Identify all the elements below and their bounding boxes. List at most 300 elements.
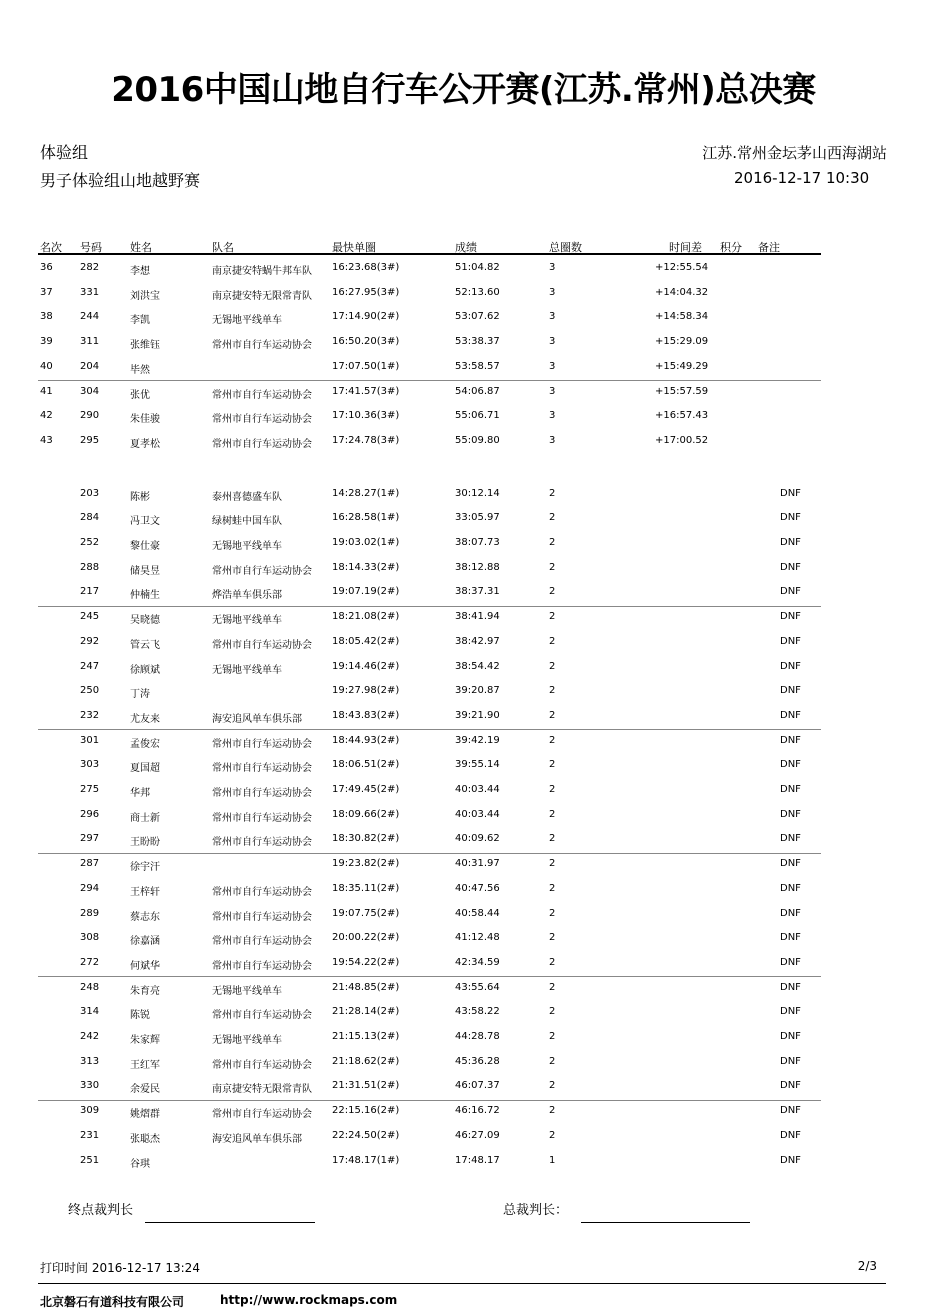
- row-remark: DNF: [780, 685, 801, 697]
- row-laps: 3: [549, 336, 556, 348]
- row-laps: 2: [549, 685, 556, 697]
- row-remark: DNF: [780, 808, 801, 820]
- row-result: 40:47.56: [455, 882, 500, 894]
- row-name: 蔡志东: [130, 911, 160, 923]
- row-name: 管云飞: [130, 639, 160, 651]
- row-best-lap: 16:23.68(3#): [332, 262, 400, 273]
- table-row: [0, 730, 927, 754]
- row-best-lap: 18:44.93(2#): [332, 734, 400, 746]
- row-result: 51:04.82: [455, 262, 500, 273]
- row-laps: 2: [549, 956, 556, 968]
- row-name: 尤友来: [130, 713, 160, 725]
- row-name: 储昊昱: [130, 565, 160, 577]
- row-best-lap: 18:14.33(2#): [332, 561, 400, 573]
- row-best-lap: 18:30.82(2#): [332, 833, 400, 845]
- row-team: 常州市自行车运动协会: [212, 763, 312, 775]
- row-number: 294: [80, 882, 100, 894]
- row-remark: DNF: [780, 759, 801, 771]
- row-team: 常州市自行车运动协会: [212, 639, 312, 651]
- row-laps: 2: [549, 1031, 556, 1042]
- row-result: 55:09.80: [455, 434, 500, 446]
- row-team: 绿树蛙中国车队: [212, 516, 282, 528]
- row-remark: DNF: [780, 512, 801, 524]
- row-result: 38:12.88: [455, 561, 500, 573]
- row-team: 海安追风单车俱乐部: [212, 713, 302, 725]
- row-name: 徐宇汗: [130, 862, 160, 874]
- row-team: 常州市自行车运动协会: [212, 960, 312, 972]
- row-number: 275: [80, 784, 100, 795]
- row-number: 296: [80, 808, 100, 820]
- row-team: 泰州喜德盛车队: [212, 491, 282, 503]
- row-best-lap: 17:48.17(1#): [332, 1154, 400, 1166]
- row-laps: 2: [549, 611, 556, 623]
- row-result: 39:20.87: [455, 685, 500, 697]
- row-name: 华邦: [130, 788, 150, 799]
- row-remark: DNF: [780, 1055, 801, 1067]
- row-gap: +15:49.29: [655, 360, 709, 372]
- row-laps: 2: [549, 487, 556, 499]
- row-team: 无锡地平线单车: [212, 615, 282, 627]
- row-team: 常州市自行车运动协会: [212, 565, 312, 577]
- table-row: [0, 853, 927, 877]
- row-name: 陈锐: [130, 1010, 150, 1022]
- page-number: 2/3: [857, 1259, 877, 1273]
- event-datetime: 2016-12-17 10:30: [734, 169, 870, 187]
- row-team: 南京捷安特蜗牛邦车队: [212, 266, 312, 277]
- row-result: 40:58.44: [455, 907, 500, 919]
- row-result: 40:09.62: [455, 833, 500, 845]
- row-team: 无锡地平线单车: [212, 664, 282, 676]
- table-row: [0, 405, 927, 429]
- row-rank: 38: [40, 311, 53, 323]
- table-row: [0, 1100, 927, 1124]
- row-laps: 2: [549, 808, 556, 820]
- row-rank: 36: [40, 262, 53, 273]
- row-gap: +16:57.43: [655, 410, 709, 422]
- table-row: [0, 656, 927, 680]
- row-gap: +14:04.32: [655, 286, 709, 298]
- table-row: [0, 754, 927, 778]
- chief-judge-label: 总裁判长：: [503, 1203, 569, 1218]
- row-best-lap: 17:41.57(3#): [332, 385, 400, 397]
- row-remark: DNF: [780, 561, 801, 573]
- row-name: 朱佳骏: [130, 414, 160, 426]
- row-team: 常州市自行车运动协会: [212, 886, 312, 898]
- row-result: 38:37.31: [455, 586, 500, 598]
- row-laps: 3: [549, 410, 556, 422]
- page-title: 2016中国山地自行车公开赛(江苏.常州)总决赛: [111, 70, 816, 110]
- row-remark: DNF: [780, 660, 801, 672]
- row-number: 248: [80, 981, 100, 993]
- table-row: [0, 705, 927, 729]
- row-result: 43:55.64: [455, 981, 500, 993]
- row-number: 288: [80, 561, 100, 573]
- row-laps: 2: [549, 833, 556, 845]
- row-laps: 2: [549, 586, 556, 598]
- row-number: 204: [80, 360, 100, 372]
- row-name: 仲楠生: [130, 590, 160, 602]
- row-name: 张优: [130, 389, 150, 401]
- row-laps: 2: [549, 784, 556, 795]
- row-team: 常州市自行车运动协会: [212, 837, 312, 849]
- venue: 江苏.常州金坛茅山西海湖站: [702, 144, 887, 162]
- row-team: 无锡地平线单车: [212, 1035, 282, 1046]
- row-laps: 2: [549, 1006, 556, 1018]
- row-laps: 2: [549, 561, 556, 573]
- row-best-lap: 21:15.13(2#): [332, 1031, 400, 1042]
- row-team: 海安追风单车俱乐部: [212, 1133, 302, 1145]
- row-team: 南京捷安特无限常青队: [212, 1084, 312, 1096]
- row-best-lap: 22:15.16(2#): [332, 1105, 400, 1117]
- row-number: 290: [80, 410, 100, 422]
- row-best-lap: 17:07.50(1#): [332, 360, 400, 372]
- row-number: 244: [80, 311, 100, 323]
- table-row: [0, 532, 927, 556]
- row-remark: DNF: [780, 734, 801, 746]
- row-name: 王红军: [130, 1059, 160, 1071]
- row-best-lap: 16:28.58(1#): [332, 512, 400, 524]
- header-rank: 名次: [40, 241, 62, 254]
- row-number: 331: [80, 286, 100, 298]
- print-time: 打印时间 2016-12-17 13:24: [40, 1261, 200, 1275]
- row-result: 42:34.59: [455, 956, 500, 968]
- table-row: [0, 680, 927, 704]
- row-name: 李凯: [130, 315, 150, 327]
- row-name: 商士新: [130, 812, 160, 824]
- row-name: 何斌华: [130, 960, 160, 972]
- row-number: 251: [80, 1154, 100, 1166]
- row-number: 297: [80, 833, 100, 845]
- row-result: 45:36.28: [455, 1055, 500, 1067]
- row-rank: 41: [40, 385, 53, 397]
- table-row: [0, 903, 927, 927]
- row-best-lap: 19:54.22(2#): [332, 956, 400, 968]
- row-name: 李想: [130, 266, 150, 277]
- row-result: 39:21.90: [455, 709, 500, 721]
- row-number: 330: [80, 1080, 100, 1092]
- row-name: 黎仕豪: [130, 541, 160, 552]
- row-number: 308: [80, 932, 100, 944]
- row-laps: 1: [549, 1154, 556, 1166]
- row-laps: 2: [549, 759, 556, 771]
- row-result: 52:13.60: [455, 286, 500, 298]
- row-best-lap: 19:07.19(2#): [332, 586, 400, 598]
- row-team: 常州市自行车运动协会: [212, 340, 312, 352]
- row-name: 丁涛: [130, 689, 150, 701]
- header-divider: [38, 253, 821, 255]
- row-remark: DNF: [780, 586, 801, 598]
- row-number: 303: [80, 759, 100, 771]
- row-result: 53:58.57: [455, 360, 500, 372]
- table-row: [0, 1075, 927, 1099]
- table-row: [0, 779, 927, 803]
- row-team: 常州市自行车运动协会: [212, 1010, 312, 1022]
- row-result: 55:06.71: [455, 410, 500, 422]
- row-result: 46:27.09: [455, 1129, 500, 1141]
- finish-judge-signature-line: [145, 1222, 315, 1223]
- header-remark: 备注: [758, 241, 780, 254]
- row-team: 无锡地平线单车: [212, 541, 282, 552]
- row-result: 39:55.14: [455, 759, 500, 771]
- row-laps: 2: [549, 1129, 556, 1141]
- row-name: 朱育亮: [130, 985, 160, 997]
- row-laps: 2: [549, 660, 556, 672]
- row-result: 33:05.97: [455, 512, 500, 524]
- footer-divider: [38, 1283, 886, 1284]
- row-team: 南京捷安特无限常青队: [212, 290, 312, 302]
- row-name: 冯卫文: [130, 516, 160, 528]
- row-best-lap: 18:35.11(2#): [332, 882, 400, 894]
- row-result: 38:54.42: [455, 660, 500, 672]
- row-team: 常州市自行车运动协会: [212, 738, 312, 750]
- row-gap: +14:58.34: [655, 311, 709, 323]
- row-name: 姚熠群: [130, 1109, 160, 1121]
- row-number: 311: [80, 336, 100, 348]
- row-best-lap: 17:24.78(3#): [332, 434, 400, 446]
- table-row: [0, 306, 927, 330]
- row-number: 309: [80, 1105, 100, 1117]
- row-laps: 2: [549, 537, 556, 548]
- row-best-lap: 14:28.27(1#): [332, 487, 400, 499]
- row-laps: 2: [549, 882, 556, 894]
- company-url: http://www.rockmaps.com: [220, 1293, 398, 1307]
- row-laps: 2: [549, 1055, 556, 1067]
- row-result: 38:07.73: [455, 537, 500, 548]
- row-best-lap: 18:05.42(2#): [332, 635, 400, 647]
- row-gap: +12:55.54: [655, 262, 709, 273]
- row-team: 常州市自行车运动协会: [212, 936, 312, 948]
- row-best-lap: 17:49.45(2#): [332, 784, 400, 795]
- table-row: [0, 282, 927, 306]
- group-label: 体验组: [40, 143, 89, 162]
- row-team: 常州市自行车运动协会: [212, 1059, 312, 1071]
- row-best-lap: 21:31.51(2#): [332, 1080, 400, 1092]
- row-result: 40:03.44: [455, 784, 500, 795]
- row-laps: 3: [549, 385, 556, 397]
- row-laps: 2: [549, 932, 556, 944]
- row-best-lap: 18:06.51(2#): [332, 759, 400, 771]
- row-team: 常州市自行车运动协会: [212, 414, 312, 426]
- chief-judge-signature-line: [581, 1222, 750, 1223]
- table-row: [0, 927, 927, 951]
- table-row: [0, 1001, 927, 1025]
- row-gap: +15:29.09: [655, 336, 709, 348]
- row-remark: DNF: [780, 1154, 801, 1166]
- header-result: 成绩: [455, 241, 477, 254]
- row-name: 刘洪宝: [130, 290, 160, 302]
- row-best-lap: 18:21.08(2#): [332, 611, 400, 623]
- row-name: 朱家辉: [130, 1035, 160, 1046]
- row-best-lap: 19:07.75(2#): [332, 907, 400, 919]
- row-result: 40:03.44: [455, 808, 500, 820]
- header-number: 号码: [80, 241, 102, 254]
- table-row: [0, 952, 927, 976]
- row-remark: DNF: [780, 882, 801, 894]
- row-number: 217: [80, 586, 100, 598]
- row-gap: +17:00.52: [655, 434, 709, 446]
- row-number: 313: [80, 1055, 100, 1067]
- row-best-lap: 18:43.83(2#): [332, 709, 400, 721]
- header-gap: 时间差: [669, 241, 702, 254]
- row-laps: 2: [549, 709, 556, 721]
- row-team: 烨浩单车俱乐部: [212, 590, 282, 602]
- row-name: 徐顾斌: [130, 664, 160, 676]
- row-team: 无锡地平线单车: [212, 985, 282, 997]
- row-number: 203: [80, 487, 100, 499]
- row-remark: DNF: [780, 635, 801, 647]
- row-laps: 2: [549, 981, 556, 993]
- row-result: 46:16.72: [455, 1105, 500, 1117]
- row-number: 252: [80, 537, 100, 548]
- row-gap: +15:57.59: [655, 385, 709, 397]
- row-best-lap: 19:14.46(2#): [332, 660, 400, 672]
- row-remark: DNF: [780, 1129, 801, 1141]
- row-laps: 3: [549, 286, 556, 298]
- table-row: [0, 1026, 927, 1050]
- row-best-lap: 20:00.22(2#): [332, 932, 400, 944]
- row-rank: 37: [40, 286, 53, 298]
- row-name: 王梓轩: [130, 886, 160, 898]
- table-row: [0, 977, 927, 1001]
- row-number: 272: [80, 956, 100, 968]
- row-best-lap: 16:50.20(3#): [332, 336, 400, 348]
- row-number: 289: [80, 907, 100, 919]
- table-row: [0, 356, 927, 380]
- row-number: 282: [80, 262, 100, 273]
- row-number: 247: [80, 660, 100, 672]
- row-remark: DNF: [780, 1006, 801, 1018]
- row-laps: 2: [549, 512, 556, 524]
- row-number: 292: [80, 635, 100, 647]
- row-result: 17:48.17: [455, 1154, 500, 1166]
- row-remark: DNF: [780, 709, 801, 721]
- row-team: 常州市自行车运动协会: [212, 812, 312, 824]
- company-name: 北京磐石有道科技有限公司: [40, 1295, 185, 1309]
- row-number: 231: [80, 1129, 100, 1141]
- row-best-lap: 19:23.82(2#): [332, 858, 400, 870]
- table-row: [0, 430, 927, 454]
- table-row: [0, 331, 927, 355]
- row-laps: 2: [549, 635, 556, 647]
- table-row: [0, 631, 927, 655]
- row-best-lap: 19:03.02(1#): [332, 537, 400, 548]
- row-name: 徐嘉涵: [130, 936, 160, 948]
- row-number: 304: [80, 385, 100, 397]
- row-name: 陈彬: [130, 491, 150, 503]
- header-points: 积分: [720, 241, 742, 254]
- table-row: [0, 606, 927, 630]
- row-laps: 2: [549, 907, 556, 919]
- row-name: 毕然: [130, 364, 150, 376]
- row-rank: 39: [40, 336, 53, 348]
- table-row: [0, 1125, 927, 1149]
- row-laps: 2: [549, 734, 556, 746]
- row-name: 王盼盼: [130, 837, 160, 849]
- row-number: 242: [80, 1031, 100, 1042]
- row-result: 30:12.14: [455, 487, 500, 499]
- row-name: 余爱民: [130, 1084, 160, 1096]
- row-remark: DNF: [780, 611, 801, 623]
- row-remark: DNF: [780, 1105, 801, 1117]
- row-laps: 3: [549, 311, 556, 323]
- table-row: [0, 557, 927, 581]
- row-number: 232: [80, 709, 100, 721]
- row-team: 常州市自行车运动协会: [212, 1109, 312, 1121]
- table-row: [0, 381, 927, 405]
- row-laps: 2: [549, 1080, 556, 1092]
- row-best-lap: 21:18.62(2#): [332, 1055, 400, 1067]
- header-name: 姓名: [130, 241, 152, 254]
- row-laps: 2: [549, 858, 556, 870]
- row-name: 张维钰: [130, 340, 160, 352]
- row-number: 287: [80, 858, 100, 870]
- row-result: 39:42.19: [455, 734, 500, 746]
- row-laps: 3: [549, 262, 556, 273]
- row-number: 245: [80, 611, 100, 623]
- row-result: 43:58.22: [455, 1006, 500, 1018]
- row-number: 301: [80, 734, 100, 746]
- header-best-lap: 最快单圈: [332, 241, 376, 254]
- row-team: 常州市自行车运动协会: [212, 911, 312, 923]
- table-row: [0, 1051, 927, 1075]
- row-name: 张聪杰: [130, 1133, 160, 1145]
- row-remark: DNF: [780, 932, 801, 944]
- row-rank: 42: [40, 410, 53, 422]
- row-laps: 3: [549, 360, 556, 372]
- row-best-lap: 17:14.90(2#): [332, 311, 400, 323]
- table-row: [0, 1150, 927, 1174]
- row-best-lap: 22:24.50(2#): [332, 1129, 400, 1141]
- table-row: [0, 507, 927, 531]
- row-number: 284: [80, 512, 100, 524]
- row-remark: DNF: [780, 537, 801, 548]
- row-number: 250: [80, 685, 100, 697]
- row-remark: DNF: [780, 981, 801, 993]
- row-result: 41:12.48: [455, 932, 500, 944]
- table-row: [0, 257, 927, 281]
- row-number: 314: [80, 1006, 100, 1018]
- row-result: 38:41.94: [455, 611, 500, 623]
- row-team: 常州市自行车运动协会: [212, 438, 312, 450]
- header-laps: 总圈数: [549, 241, 582, 254]
- row-best-lap: 18:09.66(2#): [332, 808, 400, 820]
- row-remark: DNF: [780, 1031, 801, 1042]
- row-remark: DNF: [780, 487, 801, 499]
- row-remark: DNF: [780, 1080, 801, 1092]
- row-best-lap: 17:10.36(3#): [332, 410, 400, 422]
- row-number: 295: [80, 434, 100, 446]
- table-row: [0, 483, 927, 507]
- row-result: 54:06.87: [455, 385, 500, 397]
- row-result: 44:28.78: [455, 1031, 500, 1042]
- row-rank: 43: [40, 434, 53, 446]
- row-best-lap: 16:27.95(3#): [332, 286, 400, 298]
- row-name: 孟俊宏: [130, 738, 160, 750]
- table-row: [0, 878, 927, 902]
- row-remark: DNF: [780, 784, 801, 795]
- row-remark: DNF: [780, 833, 801, 845]
- row-name: 夏国超: [130, 763, 160, 775]
- row-remark: DNF: [780, 956, 801, 968]
- row-rank: 40: [40, 360, 53, 372]
- row-best-lap: 19:27.98(2#): [332, 685, 400, 697]
- header-team: 队名: [212, 241, 234, 254]
- row-result: 53:07.62: [455, 311, 500, 323]
- row-team: 无锡地平线单车: [212, 315, 282, 327]
- row-name: 吴晓德: [130, 615, 160, 627]
- event-name: 男子体验组山地越野赛: [40, 171, 201, 190]
- table-row: [0, 581, 927, 605]
